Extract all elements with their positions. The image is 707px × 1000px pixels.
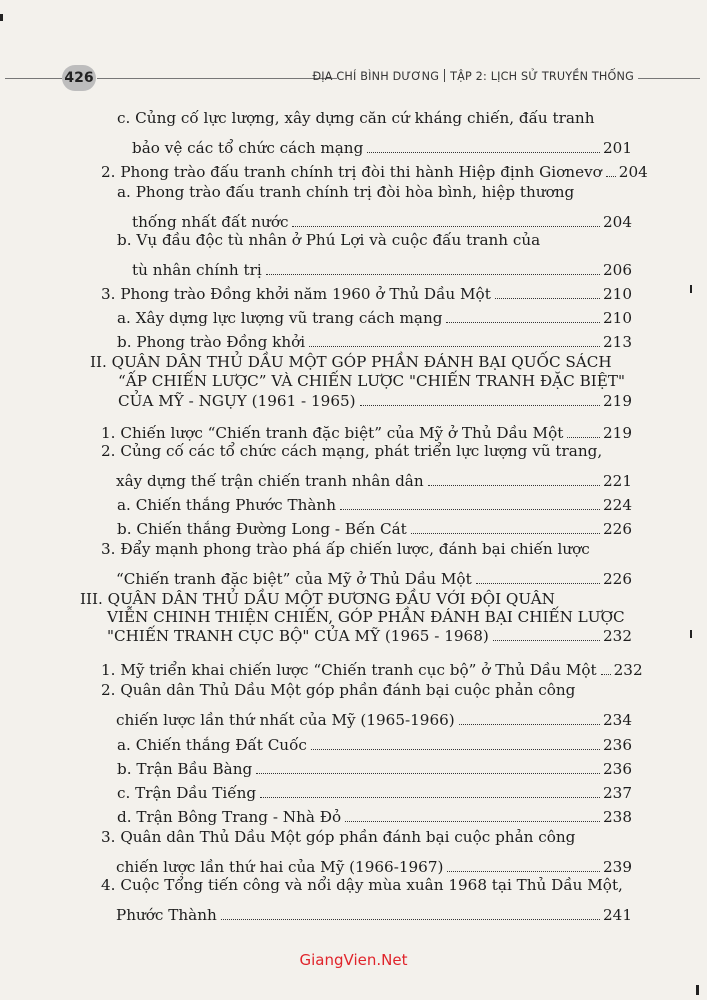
book-title: ĐỊA CHÍ BÌNH DƯƠNG [312,70,440,83]
toc-entry-text: a. Chiến thắng Phước Thành [117,496,336,514]
toc-entry-text: bảo vệ các tổ chức cách mạng [132,139,364,157]
scan-edge-mark [690,285,692,293]
toc-page-number[interactable]: 237 [603,784,632,802]
dot-leader [266,274,600,275]
toc-entry[interactable] [101,876,632,924]
toc-entry-text: a. Phong trào đấu tranh chính trị đòi hòa bình, hiệp thương [117,183,575,201]
dot-leader [309,346,600,347]
toc-page-number[interactable]: 232 [603,627,632,645]
toc-page-number[interactable]: 219 [603,392,632,410]
scan-edge-mark [0,14,3,21]
toc-entry-text: III. QUÂN DÂN THỦ DẦU MỘT ĐƯƠNG ĐẦU VỚI ĐỘI QUÂN [80,590,555,608]
toc-page-number[interactable]: 210 [603,309,632,327]
toc-entry[interactable] [101,681,632,729]
toc-entry-text: 3. Đẩy mạnh phong trào phá ấp chiến lược, đánh bại chiến lược [101,540,590,558]
dot-leader [345,821,600,822]
toc-page-number[interactable]: 204 [618,163,648,181]
toc-entry-text: chiến lược lần thứ nhất của Mỹ (1965-1966) [116,711,455,729]
toc-entry-text: chiến lược lần thứ hai của Mỹ (1966-1967) [116,858,444,876]
volume-title: TẬP 2: LỊCH SỬ TRUYỀN THỐNG [450,70,634,83]
toc-entry[interactable] [80,590,632,645]
toc-page-number[interactable]: 234 [603,711,632,729]
toc-entry-text: b. Chiến thắng Đường Long - Bến Cát [117,520,407,538]
toc-entry-text: "CHIẾN TRANH CỤC BỘ" CỦA MỸ (1965 - 1968) [107,627,489,645]
toc-entry-text: d. Trận Bông Trang - Nhà Đỏ [117,808,342,826]
toc-page-number[interactable]: 219 [603,424,632,442]
toc-entry-text: b. Phong trào Đồng khởi [117,333,306,351]
dot-leader [260,797,600,798]
page-number: 426 [62,65,96,91]
toc-entry-text: thống nhất đất nước [132,213,289,231]
dot-leader [311,749,600,750]
toc-entry-text: 1. Chiến lược “Chiến tranh đặc biệt” của Mỹ ở Thủ Dầu Một [101,424,564,442]
toc-entry-text: b. Trận Bầu Bàng [117,760,253,778]
toc-entry-text: Phước Thành [116,906,217,924]
toc-entry-text: 4. Cuộc Tổng tiến công và nổi dậy mùa xuân 1968 tại Thủ Dầu Một, [101,876,623,894]
toc-page-number[interactable]: 238 [603,808,632,826]
toc-entry[interactable] [117,778,632,802]
dot-leader [428,485,600,486]
toc-entry[interactable] [101,442,632,490]
toc-entry-text: VIỄN CHINH THIỆN CHIẾN, GÓP PHẦN ĐÁNH BẠI CHIẾN LƯỢC [107,608,625,626]
toc-entry-text: 1. Mỹ triển khai chiến lược “Chiến tranh cục bộ” ở Thủ Dầu Một [101,661,597,679]
toc-page-number[interactable]: 213 [603,333,632,351]
toc-page-number[interactable]: 210 [603,285,632,303]
toc-entry-text: c. Củng cố lực lượng, xây dựng căn cứ kháng chiến, đấu tranh [117,109,595,127]
toc-entry-text: xây dựng thế trận chiến tranh nhân dân [116,472,424,490]
dot-leader [476,583,600,584]
toc-entry-text: CỦA MỸ - NGỤY (1961 - 1965) [118,392,356,410]
scan-edge-mark [696,985,699,995]
dot-leader [495,298,600,299]
toc-entry-text: c. Trận Dầu Tiếng [117,784,257,802]
dot-leader [567,437,600,438]
toc-page-number[interactable]: 204 [603,213,632,231]
toc-entry-text: 2. Phong trào đấu tranh chính trị đòi thi hành Hiệp định Giơnevơ [101,163,602,181]
toc-entry[interactable] [117,514,632,538]
toc-entry-text: “Chiến tranh đặc biệt” của Mỹ ở Thủ Dầu Một [116,570,472,588]
dot-leader [446,322,600,323]
dot-leader [493,640,600,641]
toc-page-number[interactable]: 236 [603,736,632,754]
toc-entry-text: b. Vụ đầu độc tù nhân ở Phú Lợi và cuộc đấu tranh của [117,231,541,249]
toc-entry[interactable] [117,327,632,351]
toc-entry[interactable] [117,754,632,778]
toc-page-number[interactable]: 236 [603,760,632,778]
dot-leader [411,533,600,534]
toc-entry[interactable] [117,109,632,157]
dot-leader [367,152,600,153]
toc-entry[interactable] [117,231,632,279]
toc-entry[interactable] [101,828,632,876]
toc-page-number[interactable]: 232 [613,661,643,679]
toc-entry[interactable] [101,157,648,181]
toc-page-number[interactable]: 239 [603,858,632,876]
toc-page-number[interactable]: 221 [603,472,632,490]
dot-leader [340,509,600,510]
dot-leader [447,871,600,872]
dot-leader [221,919,600,920]
toc-entry[interactable] [101,279,632,303]
dot-leader [360,405,600,406]
toc-entry[interactable] [117,730,632,754]
toc-entry[interactable] [117,183,632,231]
toc-entry-text: 2. Quân dân Thủ Dầu Một góp phần đánh bại cuộc phản công [101,681,576,699]
toc-entry-text: 3. Quân dân Thủ Dầu Một góp phần đánh bại cuộc phản công [101,828,576,846]
toc-entry-text: II. QUÂN DÂN THỦ DẦU MỘT GÓP PHẦN ĐÁNH BẠI QUỐC SÁCH [90,353,612,371]
toc-page-number[interactable]: 226 [603,570,632,588]
toc-entry[interactable] [117,802,632,826]
toc-entry-text: tù nhân chính trị [132,261,262,279]
toc-entry[interactable] [101,655,643,679]
toc-entry[interactable] [117,490,632,514]
toc-entry[interactable] [117,303,632,327]
dot-leader [606,176,616,177]
watermark: GiangVien.Net [299,951,408,969]
toc-page-number[interactable]: 241 [603,906,632,924]
toc-entry-text: a. Chiến thắng Đất Cuốc [117,736,307,754]
dot-leader [292,226,600,227]
toc-entry-text: 2. Củng cố các tổ chức cách mạng, phát triển lực lượng vũ trang, [101,442,603,460]
dot-leader [256,773,600,774]
toc-entry-text: “ẤP CHIẾN LƯỢC” VÀ CHIẾN LƯỢC "CHIẾN TRANH ĐẶC BIỆT" [118,372,625,390]
toc-entry[interactable] [101,540,632,588]
toc-page-number[interactable]: 201 [603,139,632,157]
toc-entry[interactable] [101,418,632,442]
dot-leader [459,724,600,725]
toc-entry-text: a. Xây dựng lực lượng vũ trang cách mạng [117,309,443,327]
dot-leader [601,674,611,675]
scan-edge-mark [690,630,692,638]
toc-page-number[interactable]: 226 [603,520,632,538]
toc-page-number[interactable]: 224 [603,496,632,514]
toc-entry[interactable] [90,353,632,410]
toc-entry-text: 3. Phong trào Đồng khởi năm 1960 ở Thủ Dầu Một [101,285,491,303]
toc-page-number[interactable]: 206 [603,261,632,279]
